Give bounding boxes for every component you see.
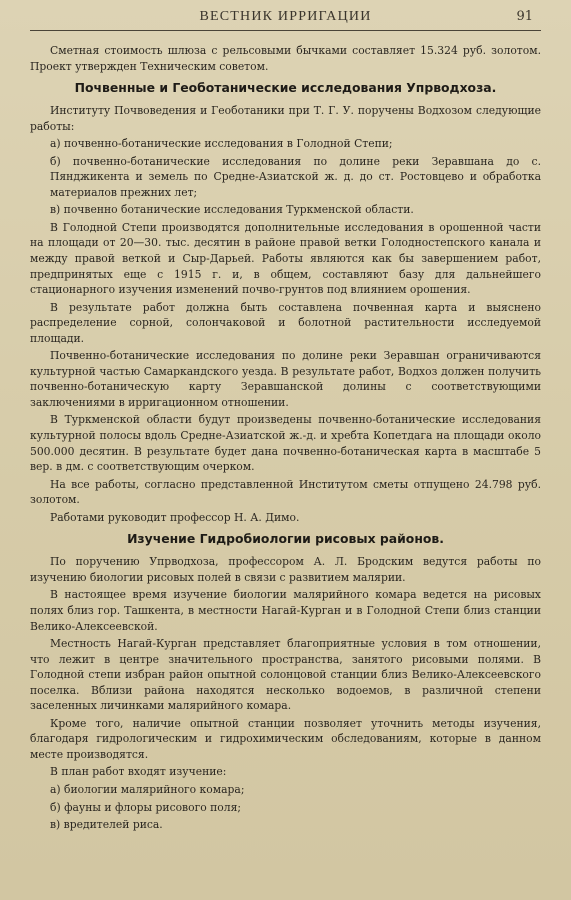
running-header bbox=[30, 8, 541, 31]
list-item: б) фауны и флоры рисового поля; bbox=[50, 800, 241, 814]
paragraph: Институту Почвоведения и Геоботаники при Т. Г. У. поручены Водхозом следующие работы: bbox=[30, 104, 541, 133]
page-number: 91 bbox=[516, 9, 533, 24]
list-item: а) почвенно-ботанические исследования в Голодной Степи; bbox=[50, 137, 393, 151]
list-item: в) вредителей риса. bbox=[50, 818, 163, 832]
paragraph: Почвенно-ботанические исследования по долине реки Зеравшан ограничиваются культурной частью Самаркандского уезда. В результате работ, Водхоз должен получить почвенно-ботаническую карту Зеравшанской долины с соответствующими заключениями в ирригационном отношении. bbox=[30, 349, 541, 409]
paragraph: Работами руководит профессор Н. А. Димо. bbox=[50, 510, 300, 524]
paragraph: В Голодной Степи производятся дополнительные исследования в орошенной части на площади от 20—30. тыс. десятин в районе правой ветки Голодностепского канала и между правой веткой и Сыр-Дарьей. Работы являются как бы завершением работ, предпринятых еще с 1915 г. и, в общем, составляют базу для дальнейшего стационарного изучения изменений почво-грунтов под влиянием орошения. bbox=[30, 220, 541, 297]
list-item: в) почвенно ботанические исследования Туркменской области. bbox=[50, 203, 414, 217]
section-title-soil-research: Почвенные и Геоботанические исследования Упрводхоза. bbox=[74, 80, 497, 96]
section-title-hydrobiology: Изучение Гидробиологии рисовых районов. bbox=[127, 531, 444, 547]
paragraph: По поручению Упрводхоза, профессором А. Л. Бродским ведутся работы по изучению биологии рисовых полей в связи с развитием малярии. bbox=[30, 555, 541, 584]
intro-paragraph: Сметная стоимость шлюза с рельсовыми бычками составляет 15.324 руб. золотом. Проект утвержден Техническим советом. bbox=[30, 44, 541, 73]
paragraph: В результате работ должна быть составлена почвенная карта и выяснено распределение сорной, солончаковой и болотной растительности исследуемой площади. bbox=[30, 300, 541, 345]
paragraph: Кроме того, наличие опытной станции позволяет уточнить методы изучения, благодаря гидрологическим и гидрохимическим обследованиям, которые в данном месте производятся. bbox=[30, 716, 541, 761]
list-item: б) почвенно-ботанические исследования по долине реки Зеравшана до с. Пянджикента и земель по Средне-Азиатской ж. д. до ст. Ростовцево и обработка материалов прежних лет; bbox=[50, 154, 541, 199]
journal-title: ВЕСТНИК ИРРИГАЦИИ bbox=[199, 9, 372, 24]
paragraph: В настоящее время изучение биологии малярийного комара ведется на рисовых полях близ гор. Ташкента, в местности Нагай-Курган и в Голодной Степи близ станции Велико-Алексеевской. bbox=[30, 588, 541, 633]
paragraph: На все работы, согласно представленной Институтом сметы отпущено 24.798 руб. золотом. bbox=[30, 477, 541, 507]
list-item: а) биологии малярийного комара; bbox=[50, 782, 245, 796]
paragraph: В план работ входят изучение: bbox=[50, 765, 227, 779]
paragraph: Местность Нагай-Курган представляет благоприятные условия в том отношении, что лежит в центре значительного пространства, занятого рисовыми полями. В Голодной степи избран район опытной солонцовой станции близ Велико-Алексеевского поселка. Вблизи района находятся несколько водоемов, в различной степени заселенных личинками малярийного комара. bbox=[30, 637, 541, 713]
paragraph: В Туркменской области будут произведены почвенно-ботанические исследования культурной полосы вдоль Средне-Азиатской ж.-д. и хребта Копетдага на площади около 500.000 десятин. В результате будет дана почвенно-ботаническая карта в масштабе 5 вер. в дм. с соответствующим очерком. bbox=[30, 413, 541, 474]
